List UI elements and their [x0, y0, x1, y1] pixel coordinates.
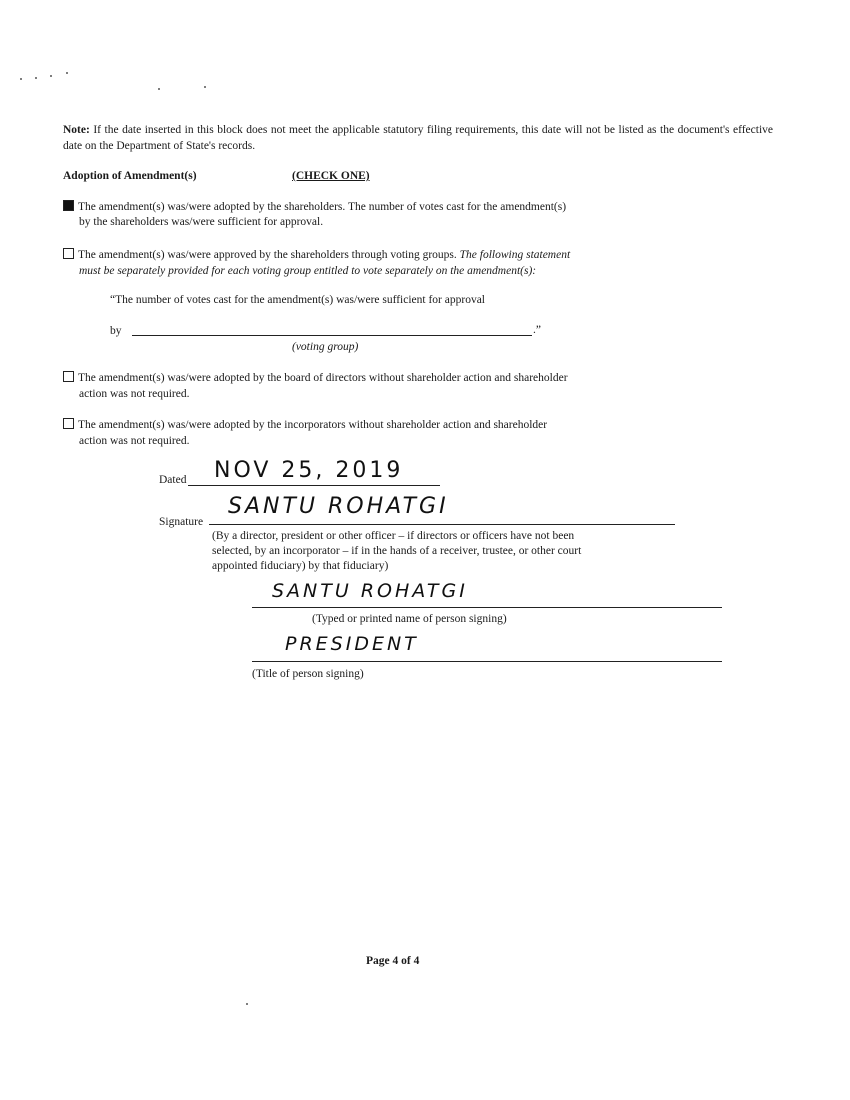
printed-name-caption: (Typed or printed name of person signing) [312, 613, 507, 625]
signature-label: Signature [159, 516, 204, 528]
voting-group-caption: (voting group) [292, 341, 359, 353]
scan-speck [204, 86, 206, 88]
scan-speck [246, 1003, 248, 1005]
dated-line [188, 485, 440, 486]
scan-speck [66, 72, 68, 74]
option-text-line2: by the shareholders was/were sufficient for approval. [79, 216, 324, 228]
note-text: If the date inserted in this block does not meet the applicable statutory filing requirements, this date will not be listed as the document's effective date on the Department of State's records. [63, 124, 774, 152]
option-shareholders-checkbox[interactable] [63, 200, 74, 211]
title-value[interactable]: PRESIDENT [285, 633, 419, 655]
printed-name-value[interactable]: SANTU ROHATGI [272, 580, 468, 602]
signature-note-line1: (By a director, president or other officer – if directors or officers have not been [212, 530, 575, 542]
option-text-line2: must be separately provided for each voting group entitled to vote separately on the amendment(s): [79, 265, 537, 277]
voting-statement-quote: “The number of votes cast for the amendment(s) was/were sufficient for approval [110, 294, 485, 306]
title-caption: (Title of person signing) [252, 668, 364, 680]
option-text-line1: The amendment(s) was/were adopted by the board of directors without shareholder action and shareholder [78, 372, 568, 384]
signature-value[interactable]: SANTU ROHATGI [228, 494, 449, 519]
page-number: Page 4 of 4 [366, 955, 420, 967]
option-text-line1-italic: The following statement [459, 249, 571, 261]
signature-note-line2: selected, by an incorporator – if in the hands of a receiver, trustee, or other court [212, 545, 582, 557]
option-text-line1: The amendment(s) was/were adopted by the shareholders. The number of votes cast for the amendment(s) [78, 201, 567, 213]
option-text-line2: action was not required. [79, 435, 190, 447]
option-voting-groups-checkbox[interactable] [63, 248, 74, 259]
scan-speck [50, 75, 52, 77]
option-incorporators [63, 417, 547, 433]
voting-statement-end-quote: .” [533, 324, 541, 336]
scan-speck [158, 88, 160, 90]
scan-speck [35, 77, 37, 79]
voting-group-line[interactable] [132, 335, 532, 336]
signature-note-line3: appointed fiduciary) by that fiduciary) [212, 560, 389, 572]
option-text-line1: The amendment(s) was/were approved by the shareholders through voting groups. [78, 249, 457, 261]
option-board-checkbox[interactable] [63, 371, 74, 382]
option-incorporators-checkbox[interactable] [63, 418, 74, 429]
check-one-label: (CHECK ONE) [292, 170, 370, 182]
note-label: Note: [63, 124, 90, 136]
option-text-line2: action was not required. [79, 388, 190, 400]
signature-line [209, 524, 675, 525]
voting-statement-by: by [110, 325, 122, 337]
dated-value[interactable]: NOV 25, 2019 [214, 458, 404, 483]
printed-name-line [252, 607, 722, 608]
option-board-of-directors [63, 370, 568, 386]
scan-speck [20, 78, 22, 80]
title-line [252, 661, 722, 662]
option-shareholders [63, 199, 566, 215]
option-text-line1: The amendment(s) was/were adopted by the incorporators without shareholder action and shareholder [78, 419, 548, 431]
dated-label: Dated [159, 474, 187, 486]
adoption-heading: Adoption of Amendment(s) [63, 170, 197, 182]
option-voting-groups [63, 247, 570, 263]
note-paragraph [63, 122, 773, 154]
